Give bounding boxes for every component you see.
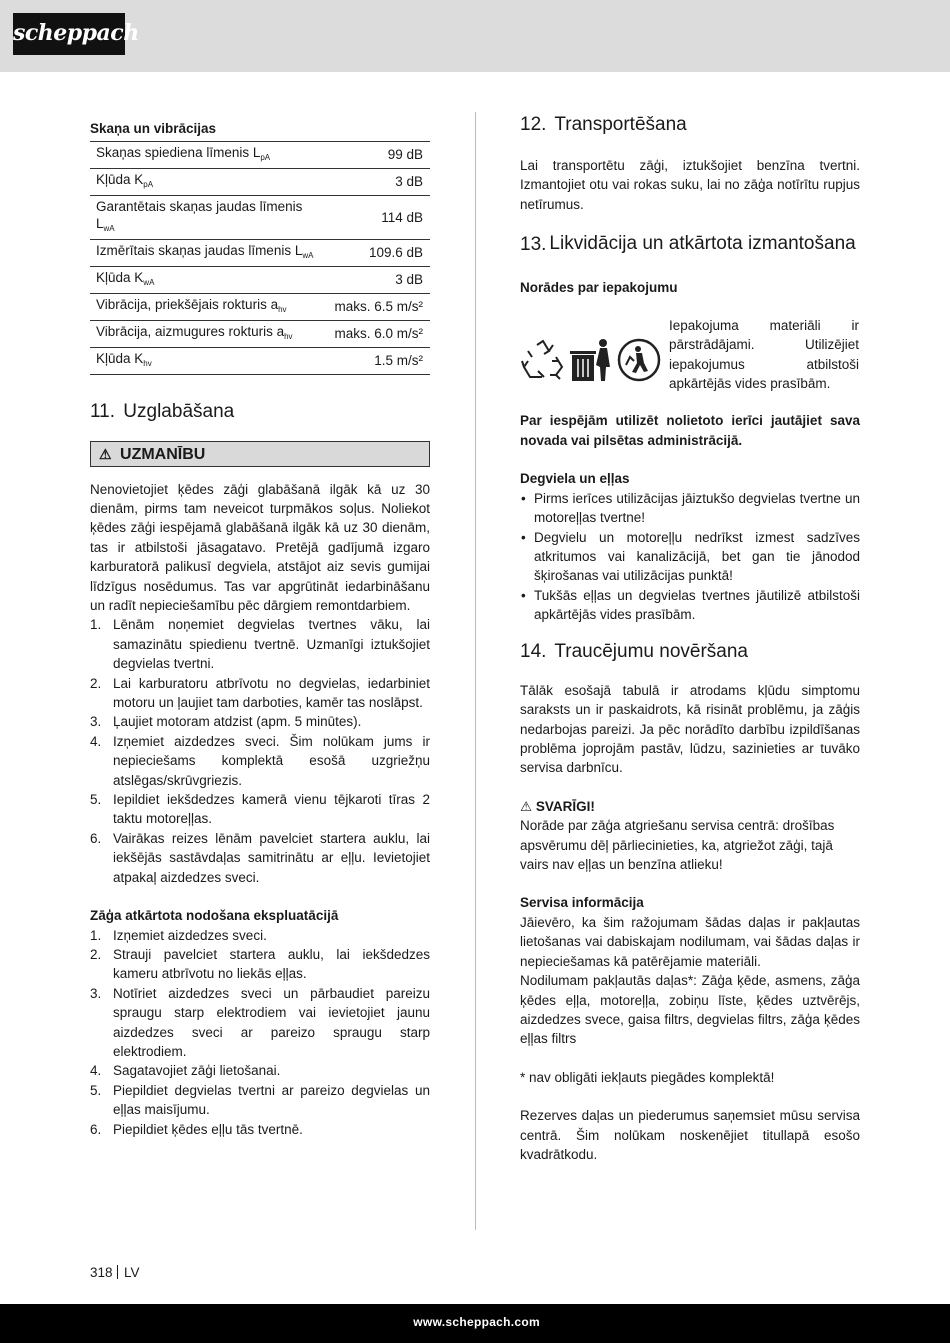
- website-link[interactable]: www.scheppach.com: [413, 1315, 540, 1329]
- transport-section-title: [520, 114, 860, 136]
- spec-row: [90, 293, 430, 320]
- section-title-text: Likvidācija un atkārtota izmantošana: [549, 233, 856, 255]
- spec-value: 1.5 m/s²: [328, 347, 430, 374]
- list-item-text: Piepildiet degvielas tvertni ar pareizo degvielas un eļļas maisījumu.: [113, 1082, 430, 1118]
- bullet-item: • Degvielu un motoreļļu nedrīkst izmest sadzīves atkritumos vai kanalizācijā, bet gan tie jānodod šķirošanas vai utilizācijas punktā!: [520, 528, 860, 586]
- spec-label: [90, 347, 328, 374]
- right-column: [520, 114, 860, 1164]
- list-item-number: 6.: [90, 1121, 102, 1137]
- list-item-text: Notīriet aizdedzes sveci un pārbaudiet pareizu spraugu starp elektrodiem vai ievietojiet jaunu aizdedzes sveci ar pareizo spraugu starp elektrodiem.: [113, 985, 430, 1059]
- page-header: [0, 0, 950, 72]
- list-item-number: 2.: [90, 675, 102, 691]
- sound-heading: Skaņa un vibrācijas: [90, 121, 217, 136]
- spec-label: [90, 195, 328, 239]
- list-item-number: 4.: [90, 733, 102, 749]
- list-item-text: Lēnām noņemiet degvielas tvertnes vāku, lai samazinātu spiedienu tvertnē. Uzmanīgi iztukšojiet degvielas tvertni.: [113, 617, 430, 672]
- spec-label-text: Kļūda K: [96, 269, 144, 285]
- spec-value: maks. 6.5 m/s²: [328, 293, 430, 320]
- list-item-text: Lai karburatoru atbrīvotu no degvielas, iedarbiniet motoru un ļaujiet tam darboties, kamēr tas noslāpst.: [113, 675, 430, 710]
- spec-value: 114 dB: [328, 195, 430, 239]
- section-number: 14.: [520, 640, 547, 662]
- sound-spec-table: [90, 141, 430, 375]
- service-paragraph-3: Rezerves daļas un piederumus saņemsiet mūsu servisa centrā. Šim nolūkam noskenējiet titullapā esošo kvadrātkodu.: [520, 1108, 860, 1162]
- warning-triangle-icon: ⚠: [520, 798, 533, 814]
- list-item-text: Iepildiet iekšdedzes kamerā vienu tējkaroti tīras 2 taktu motoreļļas.: [113, 792, 430, 827]
- spec-label: [90, 266, 328, 293]
- list-item-text: Izņemiet aizdedzes sveci. Šim nolūkam jums ir nepieciešams komplektā esošā uzgriežņu atslēgas/skrūvgriezis.: [113, 733, 430, 788]
- list-item-text: Strauji pavelciet startera auklu, lai iekšdedzes kameru atbrīvotu no liekās eļļas.: [113, 946, 430, 982]
- list-item: [90, 1081, 430, 1120]
- column-divider: [475, 112, 476, 1230]
- spec-row: [90, 347, 430, 374]
- recommission-heading: Zāģa atkārtota nodošana ekspluatācijā: [90, 908, 339, 924]
- spec-value: 109.6 dB: [328, 239, 430, 266]
- spec-label: [90, 239, 328, 266]
- list-item: [90, 790, 430, 829]
- spec-value: 99 dB: [328, 141, 430, 168]
- list-item-text: Sagatavojiet zāģi lietošanai.: [113, 1063, 281, 1079]
- spec-label-text: Garantētais skaņas jaudas līmenis L: [96, 198, 303, 231]
- spec-label: [90, 293, 328, 320]
- spec-value: maks. 6.0 m/s²: [328, 320, 430, 347]
- spec-row: [90, 141, 430, 168]
- list-item: [90, 615, 430, 673]
- spec-row: [90, 168, 430, 195]
- storage-paragraph: Nenovietojiet ķēdes zāģi glabāšanā ilgāk kā uz 30 dienām, pirms tam neveicot turpmākos soļus. Noliekot ķēdes zāģi iespējamā glabāšanā ilgāk kā uz 30 dienām, tas ir atbilstoši jāsagatavo. Pretējā gadījumā izgaro karburatorā palikusī degviela, atstājot aiz sevis gumijai līdzīgus nosēdumus. Tas var apgrūtināt iedarbināšanu un radīt nepieciešamību pēc dārgiem remontdarbiem.: [90, 481, 430, 613]
- bullet-item: • Pirms ierīces utilizācijas jāiztukšo degvielas tvertne un motoreļļas tvertne!: [520, 489, 860, 528]
- list-item-number: 5.: [90, 1082, 102, 1098]
- list-item: [90, 926, 430, 945]
- page-footer: [0, 1304, 950, 1343]
- spec-label-subscript: wA: [302, 250, 314, 260]
- list-item: [90, 984, 430, 1062]
- list-item-number: 1.: [90, 927, 102, 943]
- list-item: [90, 1120, 430, 1139]
- list-item-number: 6.: [90, 830, 102, 846]
- left-column: [90, 119, 430, 1139]
- list-item: [90, 1061, 430, 1080]
- spec-value: 3 dB: [328, 266, 430, 293]
- troubleshooting-section-title: [520, 641, 860, 663]
- spec-label-subscript: hv: [143, 358, 152, 368]
- service-heading: Servisa informācija: [520, 895, 644, 911]
- separator-bar: [117, 1265, 119, 1279]
- fuel-bullet-list: [520, 489, 860, 625]
- list-item-text: Ļaujiet motoram atdzist (apm. 5 minūtes).: [113, 714, 362, 730]
- warning-label: UZMANĪBU: [120, 445, 206, 463]
- list-item: [90, 674, 430, 713]
- spec-row: [90, 195, 430, 239]
- section-number: 12.: [520, 114, 547, 135]
- recycle-icon: [520, 337, 566, 383]
- list-item-text: Piepildiet ķēdes eļļu tās tvertnē.: [113, 1121, 303, 1137]
- page-number-value: 318: [90, 1265, 113, 1280]
- trash-bin-icon: [570, 337, 612, 383]
- storage-steps-list: [90, 615, 430, 887]
- service-paragraph-2: Nodilumam pakļautās daļas*: Zāģa ķēde, asmens, zāģa ķēdes eļļa, motoreļļa, zobiņu līste, ķēdes uztvērējs, aizdedzes svece, gaisa filtrs, degvielas filtrs, zāģa ķēdes eļļas filtrs: [520, 973, 860, 1047]
- packaging-text: Iepakojuma materiāli ir pārstrādājami. Utilizējiet iepakojumus atbilstoši apkārtējās vides prasībām.: [669, 317, 859, 391]
- page-number: [90, 1265, 140, 1280]
- section-number: 13.: [520, 234, 547, 256]
- list-item-number: 5.: [90, 792, 102, 807]
- spec-label-subscript: hv: [278, 304, 287, 314]
- important-text: Norāde par zāģa atgriešanu servisa centrā: drošības apsvērumu dēļ pārliecinieties, ka, atgriežot zāģi, tajā vairs nav eļļas un benzīna atlieku!: [520, 818, 835, 873]
- storage-section-title: [90, 401, 430, 423]
- section-number: 11.: [90, 400, 116, 422]
- section-title-text: Traucējumu novēršana: [554, 640, 748, 662]
- spec-label-subscript: wA: [143, 277, 155, 287]
- list-item: [90, 732, 430, 790]
- spec-label-text: Skaņas spiediena līmenis L: [96, 144, 261, 160]
- list-item-number: 1.: [90, 617, 102, 633]
- spec-label-subscript: hv: [284, 331, 293, 341]
- troubleshooting-paragraph: Tālāk esošajā tabulā ir atrodams kļūdu simptomu saraksts un ir paskaidrots, kā risināt problēmu, ja zāģis nedarbojas pareizi. Ja pēc norādīto darbību izpildīšanas problēma joprojām pastāv, lūdzu, sazinieties ar tuvāko servisa darbnīcu.: [520, 682, 860, 776]
- spec-label-text: Izmērītais skaņas jaudas līmenis L: [96, 242, 303, 258]
- important-label: SVARĪGI!: [535, 798, 595, 814]
- packaging-info: [520, 316, 860, 394]
- list-item-text: Vairākas reizes lēnām pavelciet startera auklu, lai iekšējās sastāvdaļas samitrinātu ar eļļu. Ievietojiet atpakaļ aizdedzes sveci.: [113, 830, 430, 885]
- spec-row: [90, 239, 430, 266]
- important-heading: [520, 797, 860, 817]
- list-item: [90, 945, 430, 984]
- spec-label-text: Kļūda K: [96, 171, 144, 187]
- spec-label-subscript: pA: [260, 152, 271, 162]
- list-item-text: Izņemiet aizdedzes sveci.: [113, 927, 267, 943]
- spec-label: [90, 168, 328, 195]
- municipal-note: Par iespējām utilizēt nolietoto ierīci jautājiet sava novada vai pilsētas administrācijā.: [520, 413, 860, 448]
- list-item: [90, 829, 430, 887]
- list-item-number: 3.: [90, 714, 102, 730]
- spec-value: 3 dB: [328, 168, 430, 195]
- spec-label-subscript: wA: [103, 223, 115, 233]
- section-title-text: Uzglabāšana: [123, 400, 235, 422]
- spec-label-text: Vibrācija, aizmugures rokturis a: [96, 323, 285, 339]
- spec-label-text: Vibrācija, priekšējais rokturis a: [96, 296, 279, 312]
- recycling-icons: [520, 316, 668, 394]
- spec-row: [90, 266, 430, 293]
- packaging-heading: Norādes par iepakojumu: [520, 280, 678, 296]
- recycling-person-icon: [616, 337, 662, 383]
- recommission-steps-list: [90, 926, 430, 1139]
- list-item-number: 3.: [90, 985, 102, 1001]
- scheppach-logo: scheppach: [13, 13, 125, 55]
- disposal-section-title: [520, 234, 860, 256]
- spec-row: [90, 320, 430, 347]
- fuel-heading: Degviela un eļļas: [520, 471, 630, 487]
- section-title-text: Transportēšana: [554, 114, 687, 135]
- spec-label-subscript: pA: [143, 179, 154, 189]
- list-item-number: 2.: [90, 946, 102, 962]
- transport-paragraph: Lai transportētu zāģi, iztukšojiet benzīna tvertni. Izmantojiet otu vai rokas suku, lai no zāģa notīrītu rupjus netīrumus.: [520, 158, 860, 212]
- page-language: LV: [124, 1265, 140, 1280]
- warning-triangle-icon: ⚠: [99, 445, 112, 462]
- list-item: [90, 712, 430, 731]
- spec-label: [90, 320, 328, 347]
- spec-label: [90, 141, 328, 168]
- spec-label-text: Kļūda K: [96, 350, 144, 366]
- warning-box: [90, 441, 430, 467]
- bullet-item: • Tukšās eļļas un degvielas tvertnes jāutilizē atbilstoši apkārtējās vides prasībām.: [520, 586, 860, 625]
- list-item-number: 4.: [90, 1063, 102, 1079]
- service-paragraph-1: Jāievēro, ka šim ražojumam šādas daļas ir pakļautas lietošanas vai dabiskajam nodilumam, vai šādas daļas ir nepieciešamas kā patērējamie materiāli.: [520, 914, 860, 969]
- service-note: * nav obligāti iekļauts piegādes komplektā!: [520, 1069, 775, 1085]
